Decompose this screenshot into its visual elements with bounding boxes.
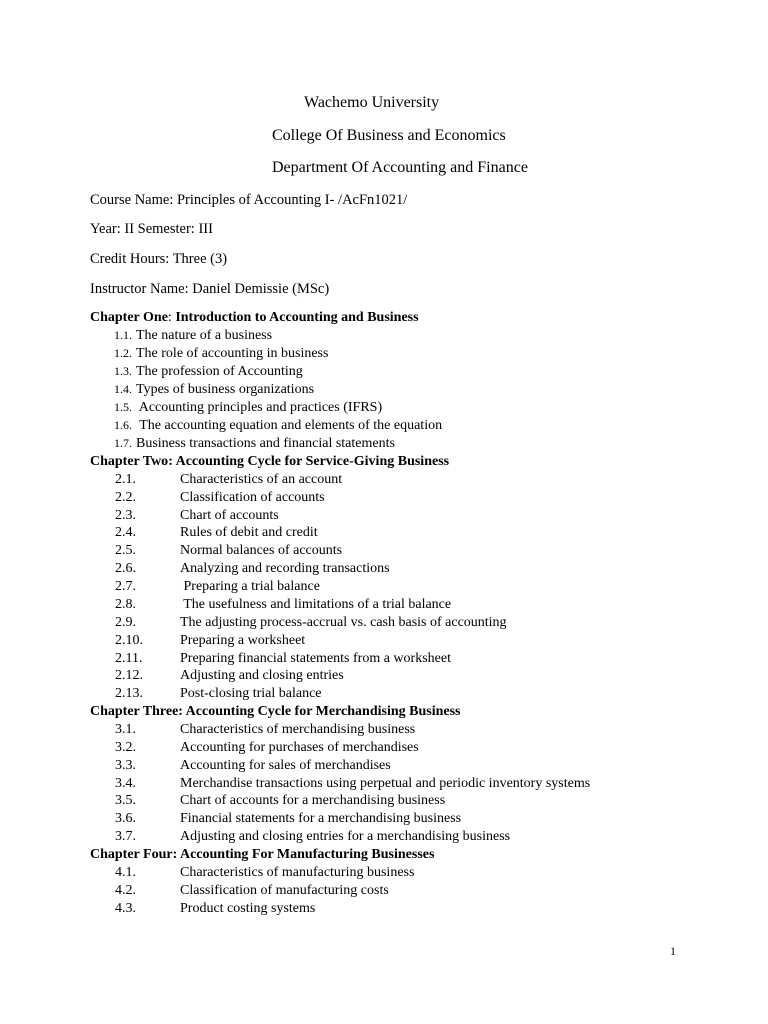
list-item: 1.6. The accounting equation and elements of the equation <box>114 418 443 433</box>
list-item: 3.5. Chart of accounts for a merchandising business <box>115 793 446 808</box>
list-item: 3.1. Characteristics of merchandising business <box>115 722 416 737</box>
list-item: 2.4. Rules of debit and credit <box>115 525 318 540</box>
list-item: 1.7. Business transactions and financial statements <box>114 436 395 451</box>
list-item: 1.5. Accounting principles and practices (IFRS) <box>114 400 383 415</box>
list-item: 3.3. Accounting for sales of merchandises <box>115 758 391 773</box>
year-semester: Year: II Semester: III <box>90 221 213 237</box>
list-item: 2.3. Chart of accounts <box>115 508 279 523</box>
chapter-heading: Chapter One: Introduction to Accounting and Business <box>90 310 419 325</box>
list-item: 2.10. Preparing a worksheet <box>115 633 306 648</box>
list-item: 2.8. The usefulness and limitations of a trial balance <box>115 597 452 612</box>
credit-hours: Credit Hours: Three (3) <box>90 251 228 267</box>
list-item: 4.1. Characteristics of manufacturing business <box>115 865 415 880</box>
list-item: 2.11. Preparing financial statements from a worksheet <box>115 651 451 666</box>
instructor-name: Instructor Name: Daniel Demissie (MSc) <box>90 281 330 297</box>
list-item: 2.12. Adjusting and closing entries <box>115 668 344 683</box>
list-item: 2.9. The adjusting process-accrual vs. cash basis of accounting <box>115 615 507 630</box>
list-item: 1.4. Types of business organizations <box>114 382 315 397</box>
list-item: 4.2. Classification of manufacturing costs <box>115 883 389 898</box>
list-item: 2.13. Post-closing trial balance <box>115 686 322 701</box>
list-item: 3.4. Merchandise transactions using perpetual and periodic inventory systems <box>115 776 591 791</box>
list-item: 3.2. Accounting for purchases of merchandises <box>115 740 419 755</box>
list-item: 2.6. Analyzing and recording transactions <box>115 561 390 576</box>
list-item: 2.1. Characteristics of an account <box>115 472 343 487</box>
list-item: 2.5. Normal balances of accounts <box>115 543 343 558</box>
list-item: 1.1. The nature of a business <box>114 328 273 343</box>
course-name: Course Name: Principles of Accounting I- /AcFn1021/ <box>90 192 408 208</box>
list-item: 1.3. The profession of Accounting <box>114 364 303 379</box>
list-item: 1.2. The role of accounting in business <box>114 346 329 361</box>
list-item: 4.3. Product costing systems <box>115 901 316 916</box>
college-name: College Of Business and Economics <box>272 127 506 144</box>
department-name: Department Of Accounting and Finance <box>272 159 528 176</box>
chapter-heading: Chapter Two: Accounting Cycle for Service-Giving Business <box>90 454 450 469</box>
list-item: 3.7. Adjusting and closing entries for a merchandising business <box>115 829 511 844</box>
university-name: Wachemo University <box>304 94 440 111</box>
page-number: 1 <box>670 944 676 958</box>
list-item: 2.7. Preparing a trial balance <box>115 579 320 594</box>
list-item: 2.2. Classification of accounts <box>115 490 325 505</box>
list-item: 3.6. Financial statements for a merchandising business <box>115 811 462 826</box>
chapter-heading: Chapter Four: Accounting For Manufacturing Businesses <box>90 847 435 862</box>
chapter-heading: Chapter Three: Accounting Cycle for Merchandising Business <box>90 704 461 719</box>
